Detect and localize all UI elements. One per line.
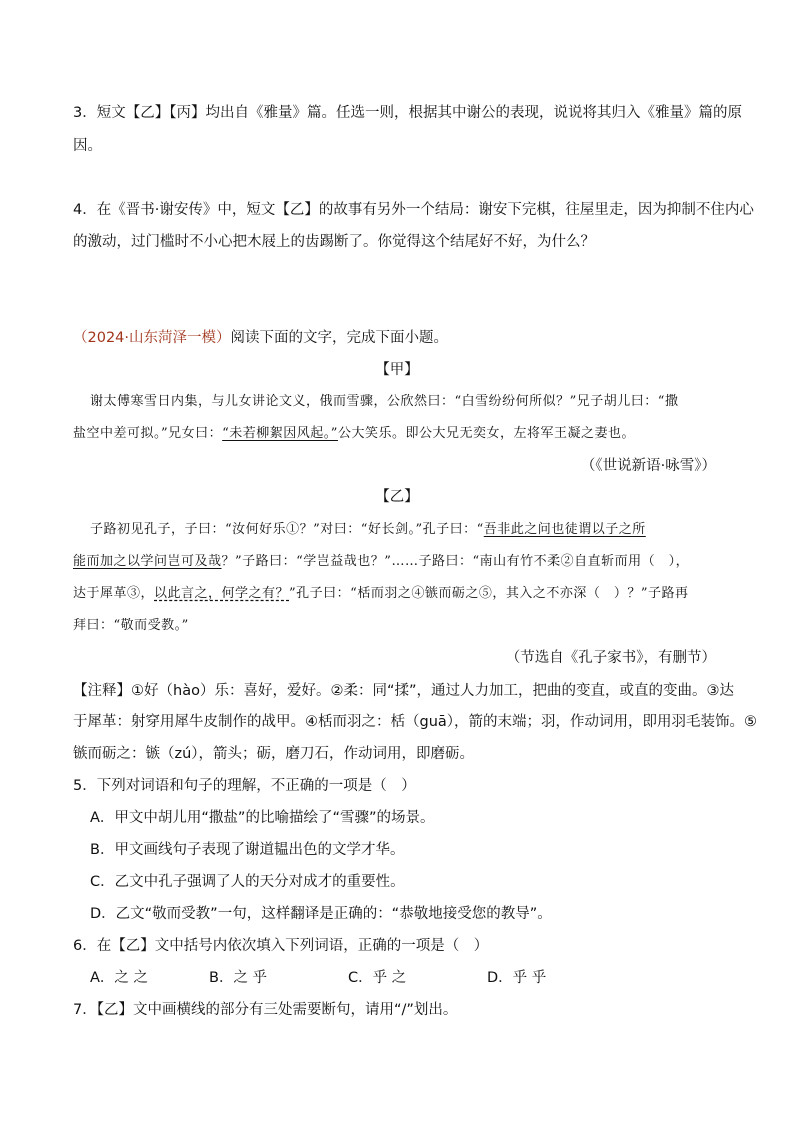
q3-line1: 3．短文【乙】【丙】均出自《雅量》篇。任选一则，根据其中谢公的表现，说说将其归入《雅量》篇的原: [73, 105, 742, 121]
yi-line2: [73, 550, 689, 569]
notes-line3: 镞而砺之：镞（zú），箭头；砺，磨刀石，作动词用，即磨砺。: [73, 746, 475, 762]
jia-line2: [73, 422, 635, 441]
q5-option-a[interactable]: A．甲文中胡儿用“撒盐”的比喻描绘了“雪骤”的场景。: [90, 810, 435, 826]
jia-text: 盐空中差可拟。”兄女曰：: [73, 426, 223, 441]
q5-stem: 5．下列对词语和句子的理解，不正确的一项是（ ）: [73, 778, 416, 794]
q7-stem: 7．【乙】文中画横线的部分有三处需要断句，请用“/”划出。: [73, 1002, 458, 1018]
yi-wavy-sentence: 以此言之，何学之有？: [154, 586, 290, 601]
yi-text: 达于犀革③，: [73, 586, 155, 601]
q6-option-c[interactable]: C．乎 之: [348, 970, 407, 986]
yi-underlined-part2: 能而加之以学问岂可及哉: [73, 554, 222, 569]
q5-option-b[interactable]: B．甲文画线句子表现了谢道韫出色的文学才华。: [90, 842, 405, 858]
yi-line4: 拜曰：“敬而受教。”: [73, 618, 189, 633]
q4-line2: 的激动，过门槛时不小心把木屐上的齿踢断了。你觉得这个结尾好不好，为什么？: [73, 234, 595, 250]
jia-text: 公大笑乐。即公大兄无奕女，左将军王凝之妻也。: [337, 426, 635, 441]
intro-text: 阅读下面的文字，完成下面小题。: [230, 330, 449, 346]
q6-option-b[interactable]: B．之 乎: [209, 970, 268, 986]
passage-intro: [73, 326, 448, 347]
yi-text: ”孔子曰：“栝而羽之④镞而砺之⑤，其入之不亦深（ ）？”子路再: [289, 586, 689, 601]
jia-underlined-sentence: “未若柳絮因风起。”: [222, 426, 338, 441]
q6-option-a[interactable]: A．之 之: [90, 970, 149, 986]
yi-underlined-part1: 吾非此之问也徒谓以子之所: [483, 522, 646, 537]
jia-line1: 谢太傅寒雪日内集，与儿女讲论文义，俄而雪骤，公欣然曰：“白雪纷纷何所似？”兄子胡儿曰：“撒: [90, 394, 679, 409]
jia-heading: 【甲】: [375, 362, 419, 378]
q5-option-d[interactable]: D．乙文“敬而受教”一句，这样翻译是正确的：“恭敬地接受您的教导”。: [90, 906, 552, 922]
yi-line1: [90, 518, 646, 537]
q4-line1: 4．在《晋书·谢安传》中，短文【乙】的故事有另外一个结局：谢安下完棋，往屋里走，因为抑制不住内心: [73, 202, 754, 218]
q3-line2: 因。: [73, 138, 102, 154]
q6-option-d[interactable]: D．乎 乎: [487, 970, 547, 986]
notes-line2: 于犀革：射穿用犀牛皮制作的战甲。④栝而羽之：栝（guā），箭的末端；羽，作动词用，即用羽毛装饰。⑤: [73, 714, 758, 730]
yi-text: 子路初见孔子，子曰：“汝何好乐①？”对曰：“好长剑。”孔子曰：“: [90, 522, 484, 537]
notes-line1: 【注释】①好（hào）乐：喜好，爱好。②柔：同“揉”，通过人力加工，把曲的变直，或直的变曲。③达: [73, 683, 734, 699]
exam-source: （2024·山东菏泽一模）: [73, 330, 231, 346]
jia-source: （《世说新语·咏雪》）: [580, 458, 716, 474]
yi-line3: [73, 582, 688, 601]
q5-option-c[interactable]: C．乙文中孔子强调了人的天分对成才的重要性。: [90, 874, 405, 890]
yi-source: （节选自《孔子家书》，有删节）: [505, 650, 716, 666]
q6-stem: 6．在【乙】文中括号内依次填入下列词语，正确的一项是（ ）: [73, 938, 489, 954]
yi-text: ？”子路曰：“学岂益哉也？”……子路曰：“南山有竹不柔②自直斩而用（ ），: [221, 554, 690, 569]
yi-heading: 【乙】: [375, 489, 419, 505]
